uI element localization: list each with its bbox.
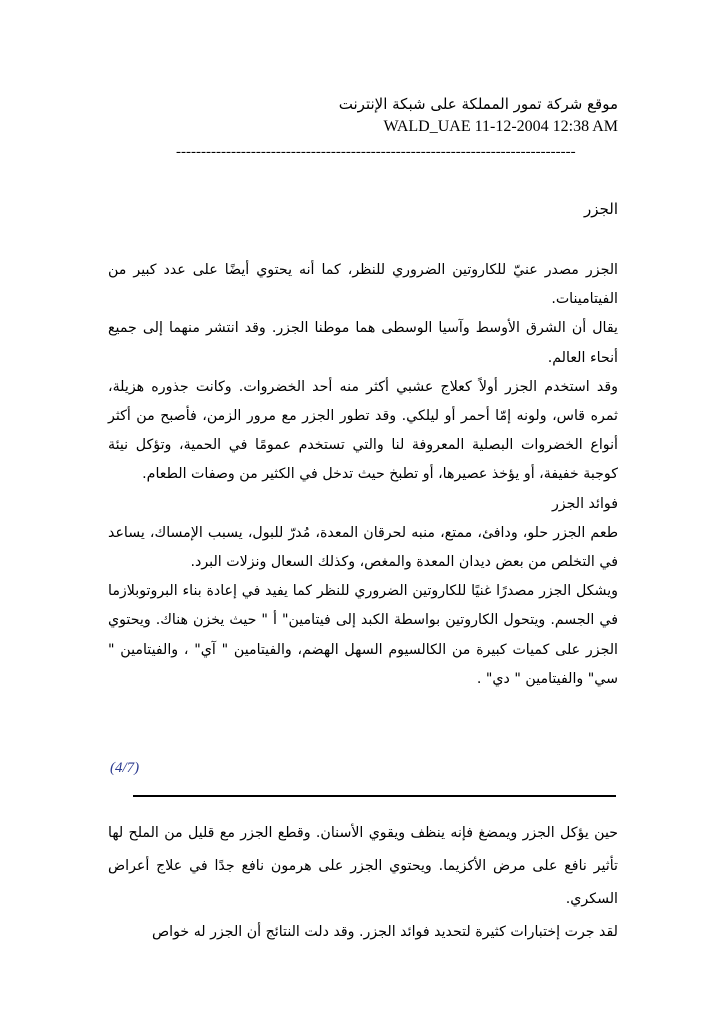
email-header [98,92,618,138]
paragraph: طعم الجزر حلو، ودافئ، ممتع، منبه لحرقان المعدة، مُدرّ للبول، يسبب الإمساك، يساعد في التخلص من بعض ديدان المعدة والمغص، وكذلك السعال ونزلات البرد. [108,524,618,571]
paragraph: لقد جرت إختبارات كثيرة لتحديد فوائد الجزر. وقد دلت النتائج أن الجزر له خواص [151,924,618,940]
page-number: (4/7) [110,760,140,776]
article-title: الجزر [584,200,618,218]
separator-line: -------------------------------------------------------------------------------- [176,144,576,160]
horizontal-rule [133,795,616,797]
source-title: موقع شركة تمور المملكة على شبكة الإنترنت [338,95,618,113]
paragraph: ويشكل الجزر مصدرًا غنيًا للكاروتين الضروري للنظر كما يفيد في إعادة بناء البروتوبلازما في الجسم. ويتحول الكاروتين بواسطة الكبد إلى فيتامين" أ " حيث يخزن هناك. ويحتوي الجزر على كميات كبيرة من الكالسيوم السهل الهضم، والفيتامين " آي" ، والفيتامين " سي" والفيتامين " دي" . [108,583,618,687]
subheading-benefits: فوائد الجزر [551,495,618,512]
article-body-part1 [108,256,618,694]
paragraph: يقال أن الشرق الأوسط وآسيا الوسطى هما موطنا الجزر. وقد انتشر منهما إلى جميع أنحاء العالم. [108,320,618,366]
article-body-part2 [108,817,618,949]
paragraph: وقد استخدم الجزر أولاً كعلاج عشبي أكثر منه أحد الخضروات. وكانت جذوره هزيلة، ثمره قاس، ولونه إمّا أحمر أو ليلكي. وقد تطور الجزر مع مرور الزمن، فأصبح من أكثر أنواع الخضروات البصلية المعروفة لنا والتي تستخدم عمومًا في الحمية، وتؤكل نيئة كوجبة خفيفة، أو يؤخذ عصيرها، أو تطبخ حيث تدخل في الكثير من وصفات الطعام. [108,378,618,483]
paragraph: الجزر مصدر عنيّ للكاروتين الضروري للنظر، كما أنه يحتوي أيضًا على عدد كبير من الفيتامينات. [108,262,618,308]
sender-timestamp: WALD_UAE 11-12-2004 12:38 AM [383,118,618,135]
paragraph: حين يؤكل الجزر ويمضغ فإنه ينظف ويقوي الأسنان. وقطع الجزر مع قليل من الملح لها تأثير نافع على مرض الأكزيما. ويحتوي الجزر على هرمون نافع جدًا في علاج أعراض السكري. [108,825,618,907]
